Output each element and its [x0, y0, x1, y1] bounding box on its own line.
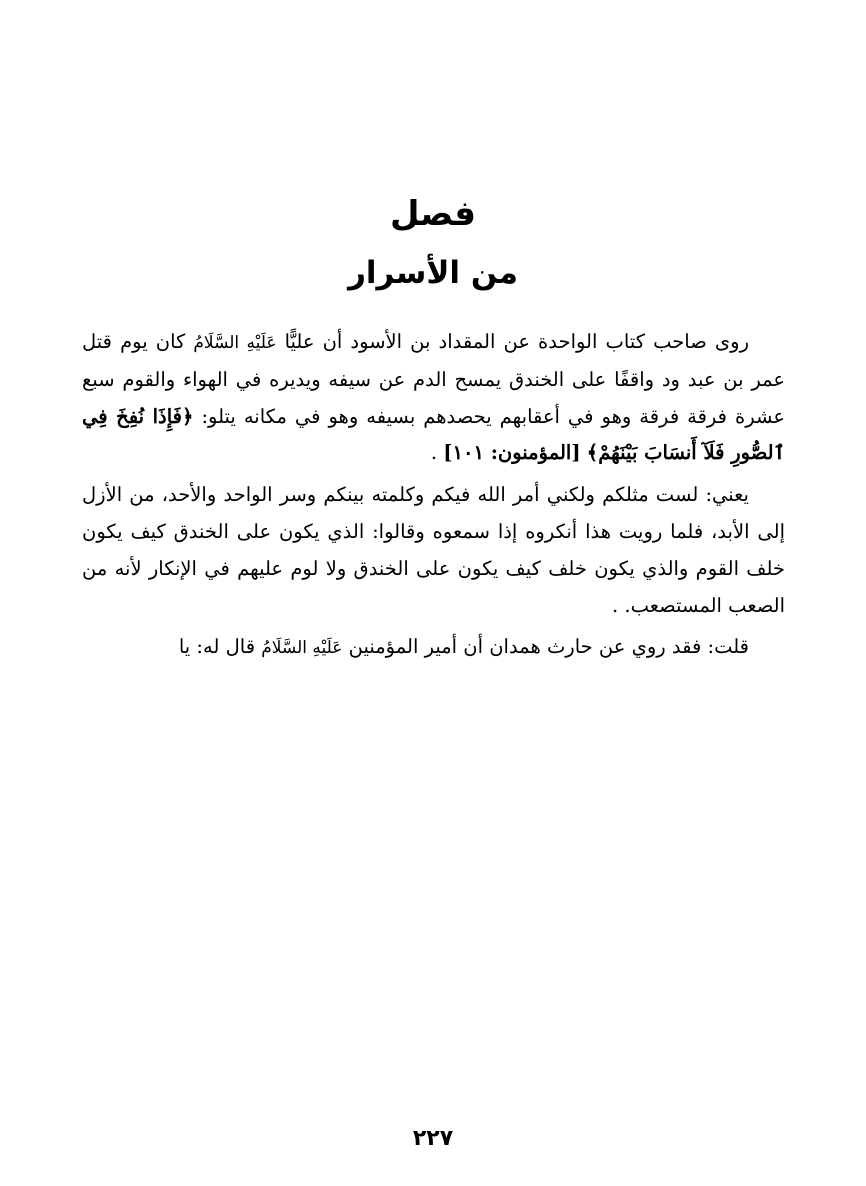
paragraph-1 — [82, 324, 785, 472]
paragraph-2: يعني: لست مثلكم ولكني أمر الله فيكم وكلمته بينكم وسر الواحد والأحد، من الأزل إلى الأبد، فلما رويت هذا أنكروه إذا سمعوه وقالوا: الذي يكون على الخندق كيف يكون خلف القوم والذي يكون خلف كيف يكون على الخندق ولا لوم عليهم في الإنكار لأنه من الصعب المستصعب. . — [82, 483, 785, 617]
paragraph-3 — [82, 629, 785, 667]
paragraph-1-text-continued: كان يوم قتل عمر بن عبد ود واقفًا على الخندق يمسح الدم عن سيفه ويديره في الهواء والقوم سبع عشرة فرقة فرقة وهو في أعقابهم يحصدهم بسيفه وهو في مكانه يتلو: — [82, 330, 786, 428]
honorific-mark: عَلَيْهِ السَّلَامُ — [261, 638, 343, 659]
paragraph-1-end: . — [430, 441, 438, 465]
page-number: ٢٢٧ — [412, 1126, 454, 1151]
chapter-title: فصل — [389, 194, 477, 234]
quran-verse: ﴿فَإِذَا نُفِخَ فِي ٱلصُّورِ فَلَآ أَنسَابَ بَيْنَهُمْ﴾ — [82, 404, 785, 465]
honorific-mark: عَلَيْهِ السَّلَامُ — [193, 333, 277, 353]
paragraph-3-text-end: قال له: يا — [178, 635, 256, 659]
paragraph-3-text-start: قلت: فقد روي عن حارث همدان أن أمير المؤمنين — [348, 635, 749, 659]
verse-citation: [المؤمنون: ١٠١] — [443, 441, 581, 465]
chapter-subtitle: من الأسرار — [348, 255, 518, 291]
paragraph-1-text-start: روى صاحب كتاب الواحدة عن المقداد بن الأسود أن عليًّا — [284, 330, 749, 353]
body-text — [82, 324, 785, 667]
